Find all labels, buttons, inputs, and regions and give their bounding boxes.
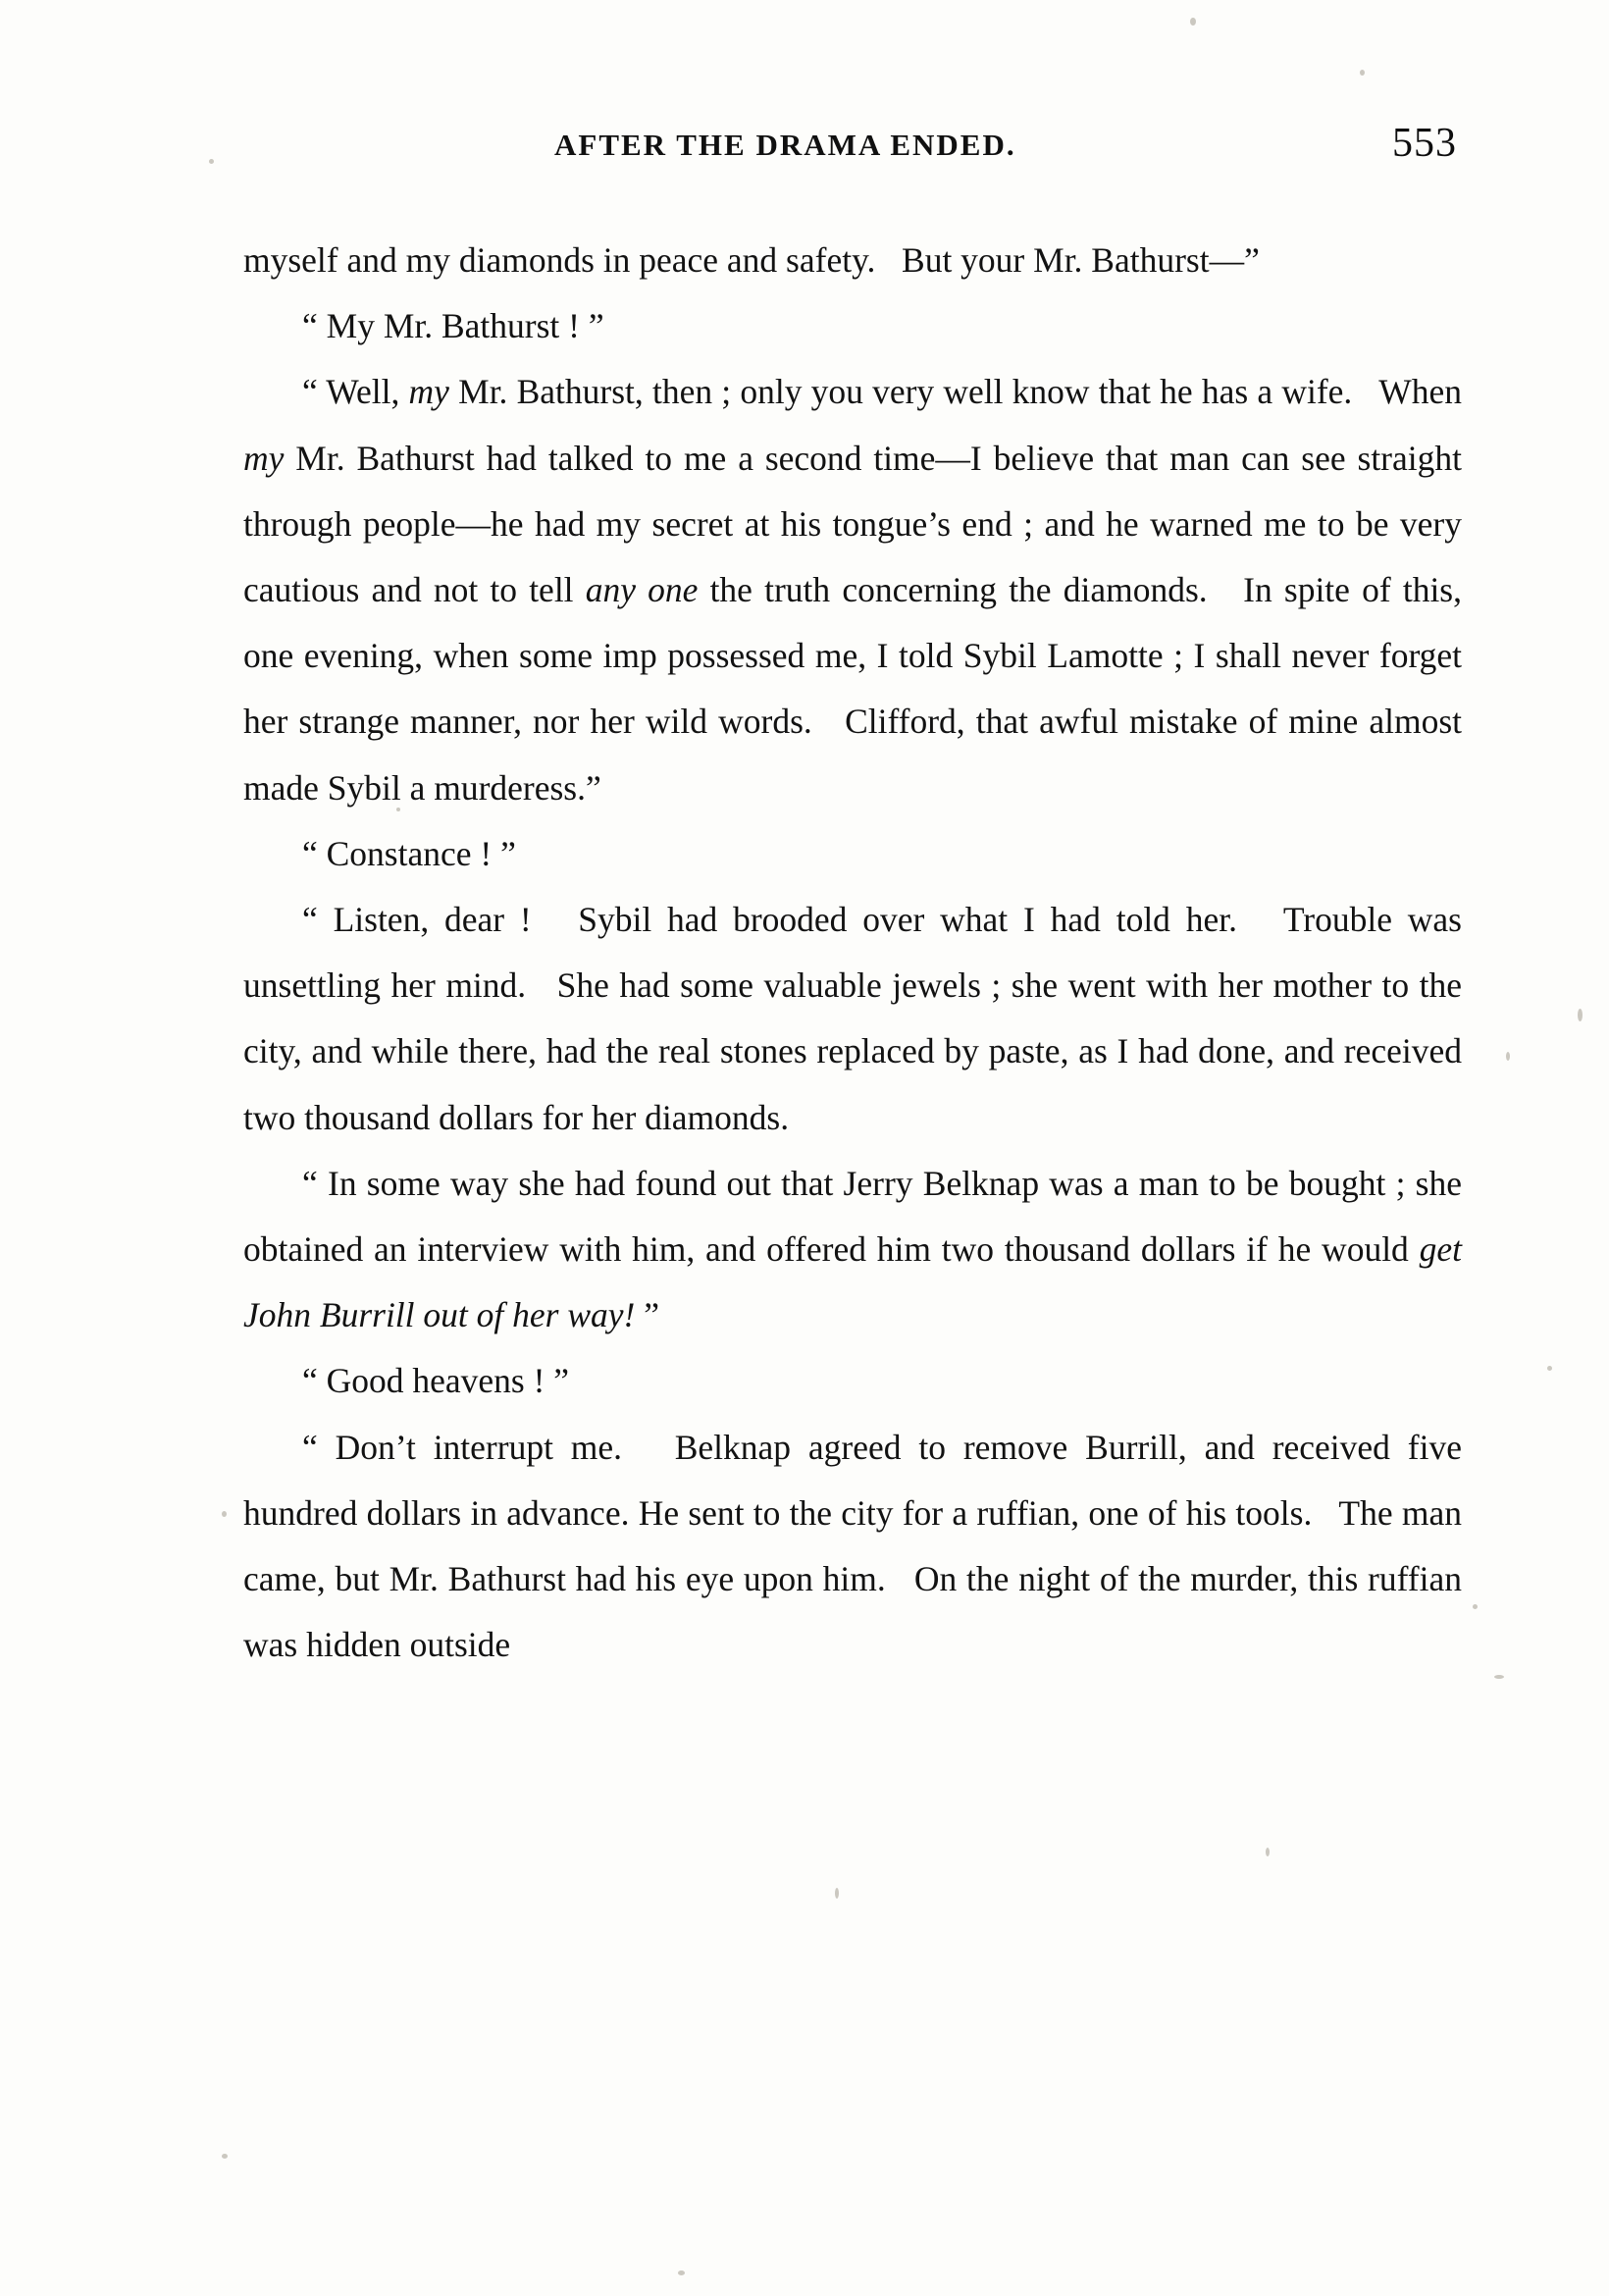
speckle xyxy=(1506,1052,1510,1061)
speckle xyxy=(222,1511,227,1517)
speckle xyxy=(835,1888,839,1899)
paragraph-p7: “ Good heavens ! ” xyxy=(302,1361,570,1401)
speckle xyxy=(1578,1009,1583,1021)
speckle xyxy=(396,808,400,811)
speckle xyxy=(1266,1848,1270,1856)
paragraph-p4: “ Constance ! ” xyxy=(302,833,516,873)
running-head: AFTER THE DRAMA ENDED. xyxy=(554,128,1016,162)
paragraph-p8: “ Don’t interrupt me. Belknap agreed to remove Burrill, and received five hundred dollars in advance. He sent to the city for a ruffian, one of his tools. The man came, but Mr. Bathurst had his eye upon him. On the night of the murder, this ruffian was hidden outside xyxy=(243,1427,1462,1665)
speckle xyxy=(1473,1604,1478,1609)
paragraph-p6: “ In some way she had found out that Jerry Belknap was a man to be bought ; she obtained an interview with him, and offered him two thousand dollars if he would get John Burrill out of her way! ” xyxy=(243,1163,1462,1335)
speckle xyxy=(222,2154,228,2159)
speckle xyxy=(1494,1675,1504,1679)
speckle xyxy=(1547,1366,1552,1371)
paragraph-p3: “ Well, my Mr. Bathurst, then ; only you very well know that he has a wife. When my Mr. Bathurst had talked to me a second time—I believe that man can see straight through people—he had my secret at his tongue’s end ; and he warned me to be very cautious and not to tell any one the truth concerning the diamonds. In spite of this, one evening, when some imp possessed me, I told Sybil Lamotte ; I shall never forget her strange manner, nor her wild words. Clifford, that awful mistake of mine almost made Sybil a murderess.” xyxy=(243,372,1462,808)
page-number: 553 xyxy=(1392,121,1457,166)
speckle xyxy=(1360,70,1365,76)
body-text xyxy=(243,228,1462,1678)
speckle xyxy=(1190,18,1196,26)
paragraph-p2: “ My Mr. Bathurst ! ” xyxy=(302,306,604,346)
paragraph-p1: myself and my diamonds in peace and safety. But your Mr. Bathurst—” xyxy=(243,240,1260,280)
paragraph-p5: “ Listen, dear ! Sybil had brooded over what I had told her. Trouble was unsettling her mind. She had some valuable jewels ; she went with her mother to the city, and while there, had the real stones replaced by paste, as I had done, and received two thousand dollars for her diamonds. xyxy=(243,900,1462,1137)
speckle xyxy=(678,2270,685,2275)
speckle xyxy=(209,159,214,164)
page-header xyxy=(250,121,1457,179)
